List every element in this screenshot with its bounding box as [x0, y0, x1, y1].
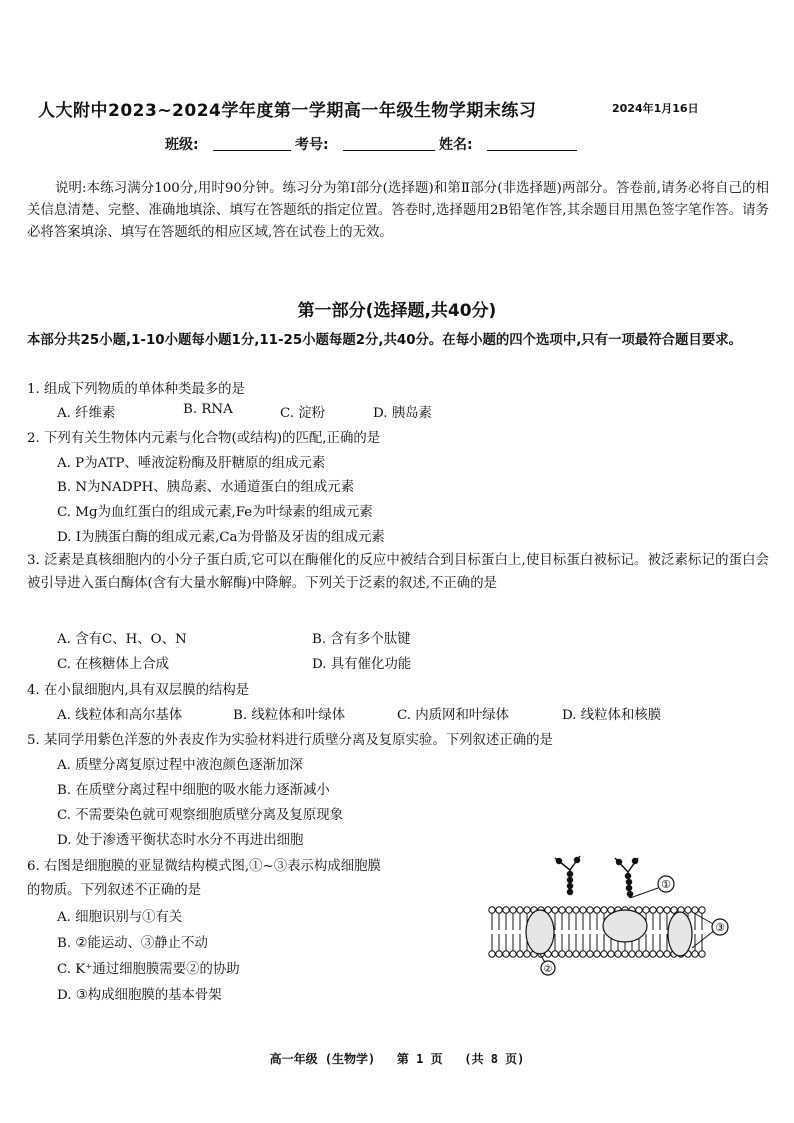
phospholipid-head — [622, 951, 628, 957]
label-1: ① — [661, 878, 671, 891]
q1-option-b[interactable]: B. RNA — [183, 402, 233, 417]
phospholipid-head — [552, 951, 558, 957]
q4-option-b[interactable]: B. 线粒体和叶绿体 — [233, 708, 346, 723]
phospholipid-head — [699, 907, 705, 913]
q6-option-a[interactable]: A. 细胞识别与①有关 — [57, 910, 183, 925]
exam-date: 2024年1月16日 — [612, 102, 699, 115]
phospholipid-head — [566, 951, 572, 957]
phospholipid-head — [517, 907, 523, 913]
q5-option-b[interactable]: B. 在质壁分离过程中细胞的吸水能力逐渐减小 — [57, 783, 330, 798]
phospholipid-head — [643, 907, 649, 913]
phospholipid-head — [580, 907, 586, 913]
q5-option-d[interactable]: D. 处于渗透平衡状态时水分不再进出细胞 — [57, 833, 304, 848]
class-label: 班级: — [165, 137, 199, 153]
class-blank[interactable] — [213, 150, 291, 151]
glycoprotein-left — [555, 856, 580, 895]
phospholipid-head — [650, 951, 656, 957]
q4-stem: 4. 在小鼠细胞内,具有双层膜的结构是 — [27, 683, 250, 698]
phospholipid-head — [636, 951, 642, 957]
phospholipid-head — [657, 951, 663, 957]
q2-option-a[interactable]: A. P为ATP、唾液淀粉酶及肝糖原的组成元素 — [57, 456, 326, 471]
q6-stem-line1: 6. 右图是细胞膜的亚显微结构模式图,①~③表示构成细胞膜 — [27, 859, 381, 874]
phospholipid-head — [552, 907, 558, 913]
exam-header — [0, 96, 794, 126]
phospholipid-head — [699, 951, 705, 957]
exam-no-label: 考号: — [295, 137, 329, 153]
phospholipid-head — [685, 907, 691, 913]
q1-option-a[interactable]: A. 纤维素 — [57, 406, 116, 421]
phospholipid-head — [657, 907, 663, 913]
q5-stem: 5. 某同学用紫色洋葱的外表皮作为实验材料进行质壁分离及复原实验。下列叙述正确的是 — [27, 733, 553, 748]
label-3: ③ — [715, 921, 725, 934]
phospholipid-head — [510, 951, 516, 957]
phospholipid-head — [496, 907, 502, 913]
q1-option-c[interactable]: C. 淀粉 — [280, 406, 326, 421]
q2-option-d[interactable]: D. I为胰蛋白酶的组成元素,Ca为骨骼及牙齿的组成元素 — [57, 530, 385, 545]
q1-option-d[interactable]: D. 胰岛素 — [373, 406, 432, 421]
phospholipid-head — [664, 951, 670, 957]
phospholipid-head — [517, 951, 523, 957]
q4-option-d[interactable]: D. 线粒体和核膜 — [562, 708, 662, 723]
q6-option-d[interactable]: D. ③构成细胞膜的基本骨架 — [57, 988, 222, 1003]
membrane-diagram — [480, 850, 730, 980]
phospholipid-heads-top — [489, 907, 705, 913]
phospholipid-head — [559, 907, 565, 913]
phospholipid-head — [559, 951, 565, 957]
phospholipid-head — [594, 907, 600, 913]
q6-stem-line2: 的物质。下列叙述不正确的是 — [27, 883, 202, 898]
q4-option-a[interactable]: A. 线粒体和高尔基体 — [57, 708, 183, 723]
cell-membrane-figure — [480, 850, 730, 980]
q2-option-c[interactable]: C. Mg为血红蛋白的组成元素,Fe为叶绿素的组成元素 — [57, 505, 373, 520]
phospholipid-head — [601, 951, 607, 957]
part1-title: 第一部分(选择题,共40分) — [297, 301, 497, 321]
phospholipid-head — [664, 907, 670, 913]
phospholipid-head — [489, 951, 495, 957]
phospholipid-head — [524, 951, 530, 957]
q4-option-c[interactable]: C. 内质网和叶绿体 — [397, 708, 510, 723]
label-2: ② — [543, 964, 553, 975]
q3-option-b[interactable]: B. 含有多个肽键 — [312, 632, 411, 647]
phospholipid-head — [524, 907, 530, 913]
transmembrane-protein-1 — [526, 910, 554, 954]
peripheral-protein — [603, 910, 647, 942]
name-label: 姓名: — [439, 137, 473, 153]
phospholipid-head — [566, 907, 572, 913]
phospholipid-head — [587, 951, 593, 957]
phospholipid-head — [580, 951, 586, 957]
part1-description: 本部分共25小题,1-10小题每小题1分,11-25小题每题2分,共40分。在每小题的四个选项中,只有一项最符合题目要求。 — [27, 333, 742, 348]
exam-title: 人大附中2023~2024学年度第一学期高一年级生物学期末练习 — [38, 101, 537, 121]
phospholipid-head — [510, 907, 516, 913]
phospholipid-head — [503, 907, 509, 913]
q3-stem: 3. 泛素是真核细胞内的小分子蛋白质,它可以在酶催化的反应中被结合到目标蛋白上,使目标蛋白被标记。被泛素标记的蛋白会被引导进入蛋白酶体(含有大量水解酶)中降解。下列关于泛素的叙述,不正确的是 — [27, 553, 769, 591]
phospholipid-head — [629, 951, 635, 957]
transmembrane-protein-2 — [668, 912, 692, 956]
exam-no-blank[interactable] — [343, 150, 435, 151]
name-blank[interactable] — [487, 150, 577, 151]
phospholipid-head — [573, 907, 579, 913]
phospholipid-head — [615, 951, 621, 957]
phospholipid-head — [489, 907, 495, 913]
page-footer: 高一年级 (生物学) 第 1 页 (共 8 页) — [269, 1052, 525, 1066]
q6-option-b[interactable]: B. ②能运动、③静止不动 — [57, 936, 208, 951]
q1-stem: 1. 组成下列物质的单体种类最多的是 — [27, 382, 245, 397]
q5-option-c[interactable]: C. 不需要染色就可观察细胞质壁分离及复原现象 — [57, 808, 344, 823]
q2-option-b[interactable]: B. N为NADPH、胰岛素、水通道蛋白的组成元素 — [57, 480, 355, 495]
instructions-text: 说明:本练习满分100分,用时90分钟。练习分为第Ⅰ部分(选择题)和第Ⅱ部分(非选择题)两部分。答卷前,请务必将自己的相关信息清楚、完整、准确地填涂、填写在答题纸的指定位置。答卷时,选择题用2B铅笔作答,其余题目用黑色签字笔作答。请务必将答案填涂、填写在答题纸的相应区域,答在试卷上的无效。 — [27, 181, 769, 240]
phospholipid-head — [601, 907, 607, 913]
phospholipid-head — [692, 951, 698, 957]
q3-option-c[interactable]: C. 在核糖体上合成 — [57, 657, 170, 672]
phospholipid-head — [671, 907, 677, 913]
phospholipid-head — [503, 951, 509, 957]
q3-option-a[interactable]: A. 含有C、H、O、N — [57, 632, 187, 647]
student-info-row — [165, 134, 605, 156]
phospholipid-head — [594, 951, 600, 957]
q3-option-d[interactable]: D. 具有催化功能 — [312, 657, 412, 672]
phospholipid-head — [608, 951, 614, 957]
phospholipid-head — [573, 951, 579, 957]
phospholipid-head — [496, 951, 502, 957]
glycoprotein-right — [615, 858, 638, 898]
phospholipid-head — [650, 907, 656, 913]
q5-option-a[interactable]: A. 质壁分离复原过程中液泡颜色逐渐加深 — [57, 758, 303, 773]
phospholipid-head — [587, 907, 593, 913]
instructions — [27, 178, 769, 244]
phospholipid-head — [643, 951, 649, 957]
q2-stem: 2. 下列有关生物体内元素与化合物(或结构)的匹配,正确的是 — [27, 431, 381, 446]
q6-option-c[interactable]: C. K⁺通过细胞膜需要②的协助 — [57, 962, 240, 977]
